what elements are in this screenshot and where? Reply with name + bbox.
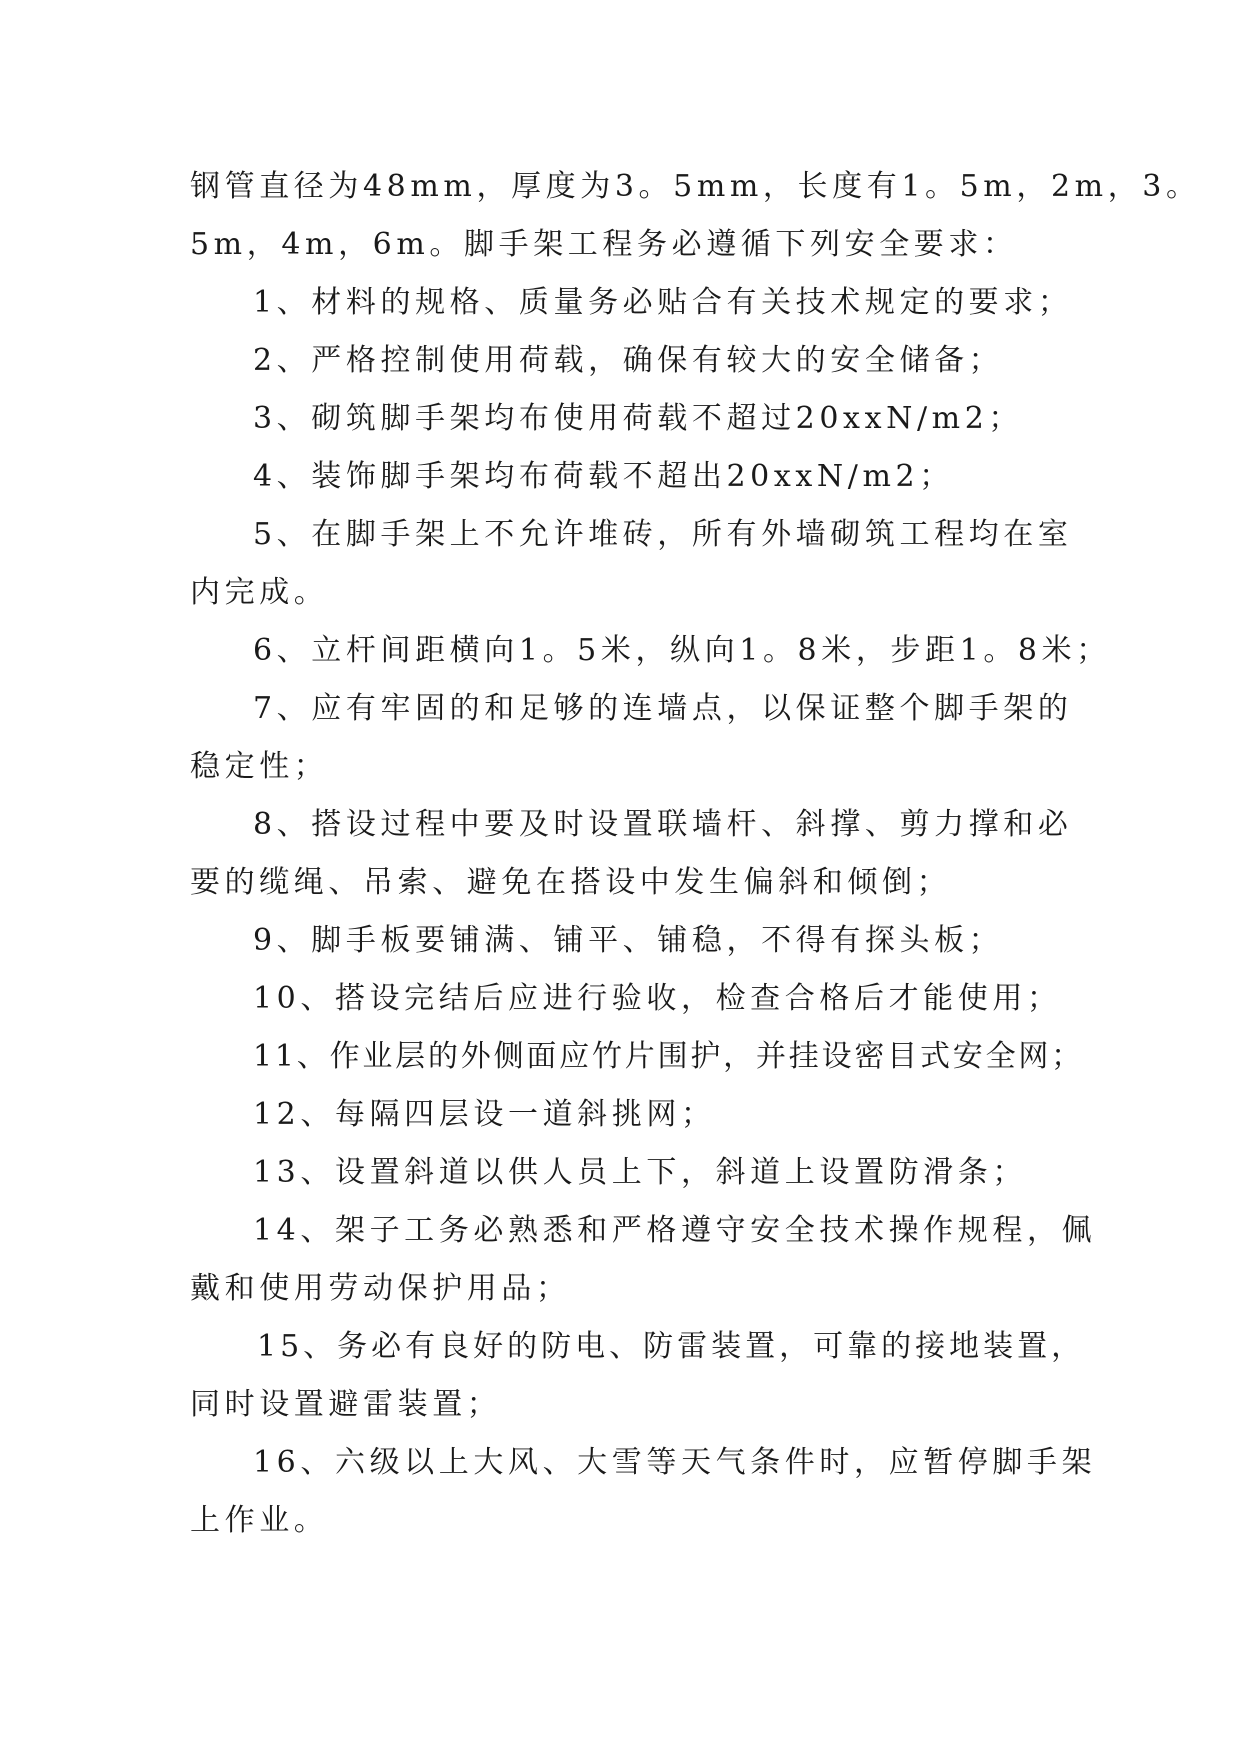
list-item-3: 3、砌筑脚手架均布使用荷载不超过20xxN/m2； xyxy=(253,401,1023,436)
list-item-11: 11、作业层的外侧面应竹片围护，并挂设密目式安全网； xyxy=(253,1039,1084,1074)
body-text xyxy=(190,158,1201,1550)
list-item-2: 2、严格控制使用荷载，确保有较大的安全储备； xyxy=(253,343,1004,378)
list-item-16: 16、六级以上大风、大雪等天气条件时，应暂停脚手架 xyxy=(253,1445,1097,1480)
list-item-5-continuation: 内完成。 xyxy=(190,575,329,610)
list-item-7-continuation: 稳定性； xyxy=(190,749,329,784)
list-item-12: 12、每隔四层设一道斜挑网； xyxy=(253,1097,716,1132)
list-item-14-continuation: 戴和使用劳动保护用品； xyxy=(190,1271,571,1306)
list-item-9: 9、脚手板要铺满、铺平、铺稳，不得有探头板； xyxy=(253,923,1004,958)
list-item-15: 15、务必有良好的防电、防雷装置，可靠的接地装置， xyxy=(257,1329,1086,1364)
list-item-8-continuation: 要的缆绳、吊索、避免在搭设中发生偏斜和倾倒； xyxy=(190,865,952,900)
list-item-5: 5、在脚手架上不允许堆砖，所有外墙砌筑工程均在室 xyxy=(253,517,1073,552)
list-item-13: 13、设置斜道以供人员上下，斜道上设置防滑条； xyxy=(253,1155,1027,1190)
list-item-6: 6、立杆间距横向1。5米，纵向1。8米，步距1。8米； xyxy=(253,633,1111,668)
list-item-1: 1、材料的规格、质量务必贴合有关技术规定的要求； xyxy=(253,285,1073,320)
list-item-15-continuation: 同时设置避雷装置； xyxy=(190,1387,502,1422)
list-item-14: 14、架子工务必熟悉和严格遵守安全技术操作规程，佩 xyxy=(253,1213,1097,1248)
text-line: 5m，4m，6m。脚手架工程务必遵循下列安全要求： xyxy=(190,227,1018,262)
list-item-8: 8、搭设过程中要及时设置联墙杆、斜撑、剪力撑和必 xyxy=(253,807,1073,842)
text-line: 钢管直径为48mm，厚度为3。5mm，长度有1。5m，2m，3。 xyxy=(190,169,1201,204)
list-item-10: 10、搭设完结后应进行验收，检查合格后才能使用； xyxy=(253,981,1062,1016)
list-item-16-continuation: 上作业。 xyxy=(190,1503,329,1538)
list-item-4: 4、装饰脚手架均布荷载不超出20xxN/m2； xyxy=(253,459,954,494)
list-item-7: 7、应有牢固的和足够的连墙点，以保证整个脚手架的 xyxy=(253,691,1073,726)
